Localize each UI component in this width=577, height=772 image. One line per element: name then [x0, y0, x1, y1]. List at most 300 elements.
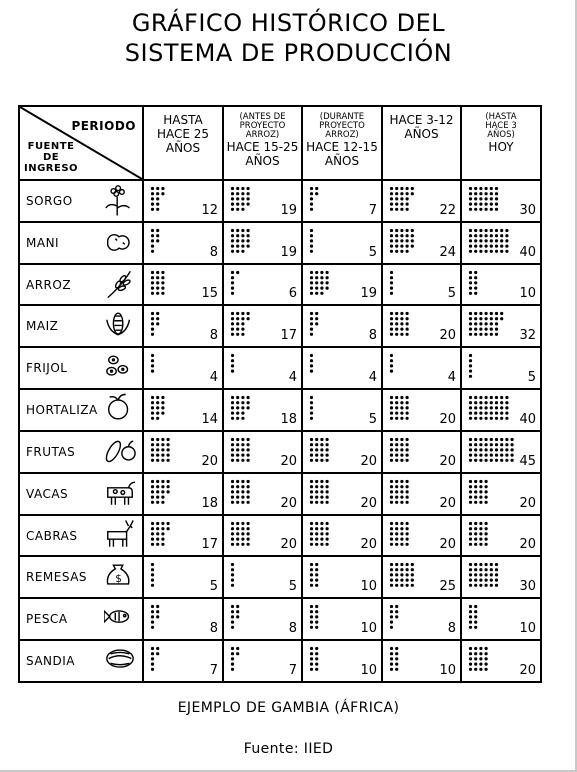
dot [151, 354, 154, 357]
income-source-label: FRUTAS [26, 444, 76, 459]
dot [474, 448, 477, 451]
dot [310, 459, 313, 462]
dot [390, 500, 393, 503]
dot [231, 286, 234, 289]
value-cell [302, 347, 382, 389]
dot [231, 542, 234, 545]
value-number: 40 [519, 411, 536, 427]
dot [156, 443, 159, 446]
dot [161, 438, 164, 441]
dot [231, 500, 234, 503]
dot [390, 291, 393, 294]
dot [236, 239, 239, 242]
dot [406, 333, 409, 336]
dot [406, 569, 409, 572]
dot [395, 323, 398, 326]
dot [247, 443, 250, 446]
period-header [382, 106, 461, 180]
dot [474, 417, 477, 420]
dot [320, 542, 323, 545]
dot [400, 542, 403, 545]
dot [151, 281, 154, 284]
dot [485, 333, 488, 336]
dot [151, 453, 154, 456]
dot [247, 197, 250, 200]
dot [406, 406, 409, 409]
dot [310, 333, 313, 336]
dot [156, 323, 159, 326]
dot [156, 527, 159, 530]
dot [310, 542, 313, 545]
value-number: 20 [360, 495, 377, 511]
dot [505, 443, 508, 446]
dot [315, 652, 318, 655]
value-cell [461, 180, 541, 222]
dot [469, 579, 472, 582]
dot [495, 459, 498, 462]
income-source-label: CABRAS [26, 528, 78, 543]
dot [511, 443, 514, 446]
dot [469, 668, 472, 671]
dot [310, 354, 313, 357]
dot [406, 187, 409, 190]
dot [395, 187, 398, 190]
dot [326, 527, 329, 530]
goat-icon [104, 518, 136, 553]
dot [236, 438, 239, 441]
dot [315, 542, 318, 545]
dot [320, 291, 323, 294]
dot [479, 412, 482, 415]
dot [167, 522, 170, 525]
dot [400, 532, 403, 535]
value-number: 17 [280, 328, 297, 344]
dot [474, 527, 477, 530]
dot [469, 208, 472, 211]
dot [326, 271, 329, 274]
dot [151, 208, 154, 211]
dot [479, 318, 482, 321]
value-cell [302, 305, 382, 347]
dot [236, 443, 239, 446]
dot [231, 490, 234, 493]
dot [485, 412, 488, 415]
dot [500, 312, 503, 315]
dot [474, 647, 477, 650]
dot [315, 485, 318, 488]
dot [500, 229, 503, 232]
table-row [19, 264, 541, 306]
dot [469, 234, 472, 237]
dot [247, 485, 250, 488]
dot [490, 197, 493, 200]
dot [231, 657, 234, 660]
dot [310, 271, 313, 274]
dot [495, 187, 498, 190]
dot [315, 563, 318, 566]
dot [485, 647, 488, 650]
dot [490, 563, 493, 566]
value-number: 8 [209, 244, 218, 260]
dot [236, 244, 239, 247]
dot-matrix [468, 604, 482, 632]
dot [485, 318, 488, 321]
dot [320, 537, 323, 540]
value-cell [461, 305, 541, 347]
dot [315, 281, 318, 284]
income-source-cell [19, 515, 143, 557]
dot [406, 500, 409, 503]
dot [156, 396, 159, 399]
dot [390, 417, 393, 420]
table-row [19, 473, 541, 515]
dot [151, 312, 154, 315]
dot [231, 459, 234, 462]
table-body [19, 180, 541, 682]
dot [469, 621, 472, 624]
dot [310, 234, 313, 237]
dot [390, 527, 393, 530]
dot [469, 354, 472, 357]
dot-matrix [468, 437, 519, 465]
dot [156, 197, 159, 200]
income-source-cell [19, 473, 143, 515]
dot-matrix [389, 228, 419, 256]
value-cell [382, 389, 461, 431]
dot-matrix [150, 353, 159, 381]
dot [495, 579, 498, 582]
dot [505, 448, 508, 451]
dot [390, 569, 393, 572]
dot [390, 453, 393, 456]
dot [495, 323, 498, 326]
dot [231, 569, 234, 572]
dot [390, 192, 393, 195]
dot [320, 286, 323, 289]
dot [161, 276, 164, 279]
dot [505, 250, 508, 253]
dot-matrix [230, 353, 239, 381]
dot [156, 281, 159, 284]
dot [231, 229, 234, 232]
dot [406, 537, 409, 540]
dot [310, 569, 313, 572]
dot [231, 244, 234, 247]
dot [485, 192, 488, 195]
dot [156, 453, 159, 456]
dot [231, 333, 234, 336]
dot [320, 448, 323, 451]
dot [315, 616, 318, 619]
value-number: 7 [209, 663, 218, 678]
dot [479, 584, 482, 587]
dot [310, 291, 313, 294]
dot [151, 333, 154, 336]
dot [479, 244, 482, 247]
dot [485, 406, 488, 409]
dot [390, 312, 393, 315]
dot [310, 610, 313, 613]
dot [236, 453, 239, 456]
dot [500, 453, 503, 456]
dot-matrix [230, 521, 255, 549]
dot [315, 626, 318, 629]
dot [474, 229, 477, 232]
dot [485, 443, 488, 446]
dot [490, 396, 493, 399]
dot [241, 542, 244, 545]
dot [236, 490, 239, 493]
dot-matrix [309, 521, 334, 549]
dot [247, 396, 250, 399]
dot [469, 333, 472, 336]
dot [495, 234, 498, 237]
dot [315, 443, 318, 446]
dot [469, 626, 472, 629]
dot [231, 401, 234, 404]
dot [406, 485, 409, 488]
dot [395, 527, 398, 530]
dot [479, 527, 482, 530]
dot [156, 187, 159, 190]
dot [241, 522, 244, 525]
dot [231, 480, 234, 483]
value-cell [223, 222, 302, 264]
dot [400, 417, 403, 420]
dot [479, 396, 482, 399]
table-row [19, 389, 541, 431]
dot [390, 370, 393, 373]
dot [320, 527, 323, 530]
dot [315, 438, 318, 441]
dot [479, 574, 482, 577]
value-number: 12 [201, 202, 218, 218]
dot [241, 438, 244, 441]
dot [406, 318, 409, 321]
dot [310, 197, 313, 200]
value-cell [143, 180, 223, 222]
dot [505, 412, 508, 415]
dot [326, 453, 329, 456]
dot [247, 527, 250, 530]
dot [490, 333, 493, 336]
value-cell [302, 473, 382, 515]
dot [500, 318, 503, 321]
dot [390, 495, 393, 498]
dot [241, 208, 244, 211]
value-cell [143, 222, 223, 264]
value-number: 25 [439, 579, 456, 595]
dot [241, 239, 244, 242]
dot [479, 312, 482, 315]
dot-matrix [468, 228, 514, 256]
dot [326, 500, 329, 503]
dot [390, 286, 393, 289]
dot [156, 412, 159, 415]
dot [390, 579, 393, 582]
dot [406, 563, 409, 566]
dot [320, 271, 323, 274]
value-number: 10 [519, 286, 536, 302]
dot [479, 187, 482, 190]
dot [390, 668, 393, 671]
dot [474, 490, 477, 493]
dot [395, 438, 398, 441]
value-cell [461, 264, 541, 306]
dot [231, 192, 234, 195]
dot [474, 485, 477, 488]
dot [241, 537, 244, 540]
dot [310, 532, 313, 535]
dot [390, 537, 393, 540]
dot-matrix [150, 395, 170, 423]
value-cell [382, 473, 461, 515]
dot [390, 438, 393, 441]
dot [241, 443, 244, 446]
dot [320, 438, 323, 441]
dot [485, 574, 488, 577]
dot [479, 203, 482, 206]
dot [411, 579, 414, 582]
dot [469, 276, 472, 279]
value-cell [461, 556, 541, 598]
dot [326, 495, 329, 498]
dot [479, 668, 482, 671]
dot [236, 192, 239, 195]
dot [469, 563, 472, 566]
value-cell [461, 389, 541, 431]
dot-matrix [389, 395, 414, 423]
dot [485, 569, 488, 572]
dot [469, 574, 472, 577]
dot [485, 652, 488, 655]
dot [310, 490, 313, 493]
dot [151, 438, 154, 441]
dot [236, 500, 239, 503]
dot [400, 396, 403, 399]
dot [390, 459, 393, 462]
dot [167, 480, 170, 483]
dot [400, 443, 403, 446]
dot [400, 448, 403, 451]
dot [406, 527, 409, 530]
dot [315, 495, 318, 498]
dot [505, 401, 508, 404]
dot-matrix [389, 311, 414, 339]
dot-matrix [389, 646, 403, 674]
income-source-cell [19, 305, 143, 347]
cow-icon [104, 476, 136, 511]
dot [490, 187, 493, 190]
dot [469, 406, 472, 409]
dot [231, 537, 234, 540]
dot [474, 406, 477, 409]
dot [406, 203, 409, 206]
dot [469, 197, 472, 200]
dot [485, 584, 488, 587]
value-cell [143, 347, 223, 389]
dot [236, 495, 239, 498]
dot [310, 328, 313, 331]
dot [469, 370, 472, 373]
dot [231, 652, 234, 655]
dot-matrix [309, 395, 318, 423]
dot [236, 417, 239, 420]
dot [315, 318, 318, 321]
dot [469, 271, 472, 274]
dot [156, 616, 159, 619]
dot [485, 203, 488, 206]
dot-matrix [150, 521, 175, 549]
dot-matrix [309, 646, 323, 674]
dot [495, 443, 498, 446]
dot [390, 318, 393, 321]
dot [151, 657, 154, 660]
dot-matrix [150, 479, 175, 507]
dot [161, 522, 164, 525]
dot [326, 480, 329, 483]
dot [236, 323, 239, 326]
dot-matrix [389, 353, 398, 381]
dot [400, 527, 403, 530]
dot [390, 542, 393, 545]
dot [241, 187, 244, 190]
dot [231, 663, 234, 666]
dot [156, 271, 159, 274]
value-cell [461, 640, 541, 682]
dot [490, 401, 493, 404]
dot [390, 203, 393, 206]
dot [241, 244, 244, 247]
value-number: 24 [439, 244, 456, 260]
dot-matrix [468, 311, 508, 339]
dot-matrix [309, 270, 334, 298]
value-number: 32 [519, 328, 536, 344]
dot [474, 401, 477, 404]
dot [400, 234, 403, 237]
dot [485, 438, 488, 441]
dot [395, 584, 398, 587]
dot [505, 438, 508, 441]
dot [411, 234, 414, 237]
dot [326, 438, 329, 441]
dot [326, 276, 329, 279]
dot [395, 610, 398, 613]
period-note: (DURANTE PROYECTO ARROZ) [319, 112, 365, 140]
income-source-cell [19, 264, 143, 306]
period-label: HACE 15-25 AÑOS [226, 140, 299, 168]
value-cell [223, 305, 302, 347]
dot [479, 500, 482, 503]
dot [400, 401, 403, 404]
dot [151, 229, 154, 232]
dot [310, 527, 313, 530]
dot [241, 197, 244, 200]
dot [505, 244, 508, 247]
dot [310, 485, 313, 488]
dot [310, 286, 313, 289]
dot [500, 417, 503, 420]
dot [310, 370, 313, 373]
dot [395, 522, 398, 525]
dot [241, 448, 244, 451]
svg-text:$: $ [115, 573, 123, 586]
value-number: 8 [288, 621, 297, 637]
dot [390, 396, 393, 399]
dot [231, 610, 234, 613]
dot [490, 244, 493, 247]
dot [310, 396, 313, 399]
